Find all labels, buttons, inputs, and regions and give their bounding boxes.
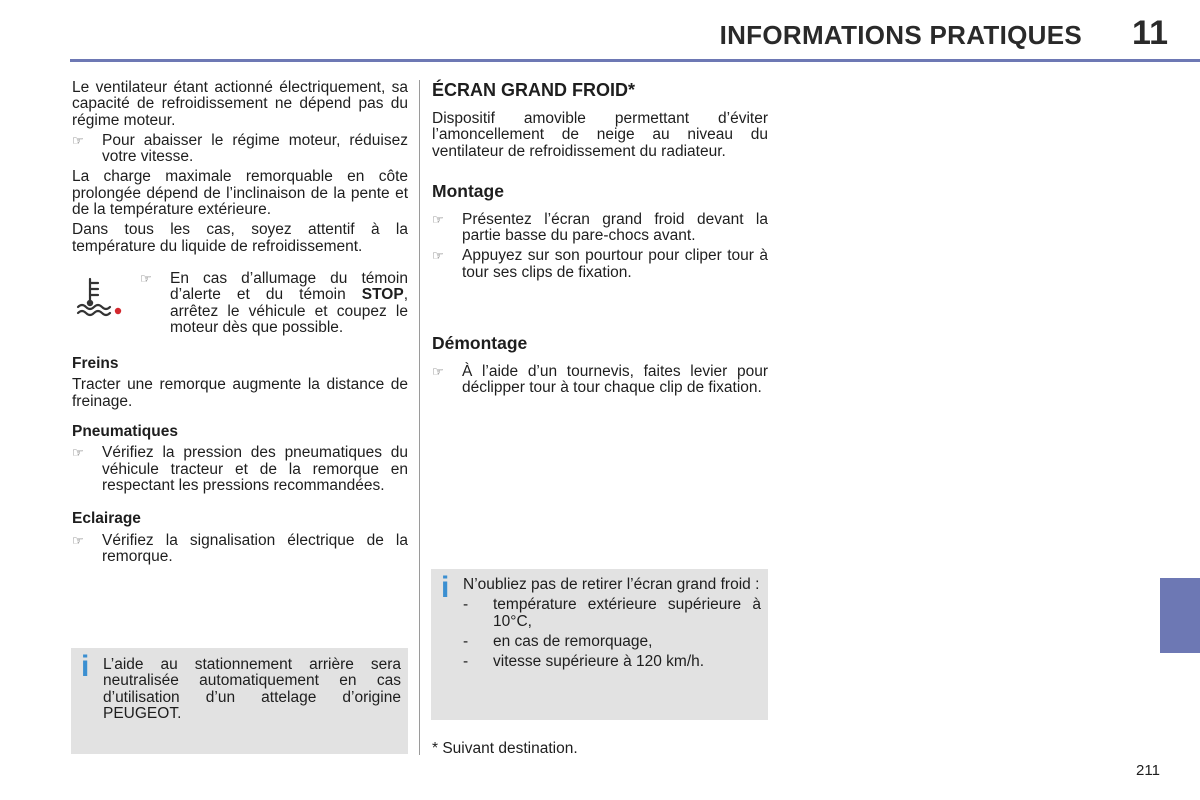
dash-marker: - xyxy=(463,653,469,671)
pointing-hand-icon: ☞ xyxy=(432,364,444,380)
bullet-text: Vérifiez la signalisation électrique de la remorque. xyxy=(102,531,408,565)
info-list-item xyxy=(463,634,761,650)
bullet-text: Appuyez sur son pourtour pour cliper tour à tour ses clips de fixation. xyxy=(462,247,768,281)
subheading-eclairage: Eclairage xyxy=(72,510,141,528)
info-icon: i xyxy=(441,571,450,604)
warning-text-suffix: , arrêtez le véhicule et coupez le moteur dès que possible. xyxy=(170,286,408,336)
section-title: ÉCRAN GRAND FROID* xyxy=(432,80,636,100)
info-text: L’aide au stationnement arrière sera neutralisée automatiquement en cas d’utilisation d’un attelage d’origine PEUGEOT. xyxy=(103,656,401,722)
info-item-text: température extérieure supérieure à 10°C, xyxy=(493,596,761,630)
paragraph-temperature: Dans tous les cas, soyez attentif à la température du liquide de refroidissement. xyxy=(72,221,408,255)
page-header-title: INFORMATIONS PRATIQUES xyxy=(719,20,1082,50)
right-column xyxy=(432,80,768,397)
bullet-item xyxy=(432,212,768,245)
pointing-hand-icon: ☞ xyxy=(432,248,444,264)
bullet-item xyxy=(72,533,408,566)
bullet-text: Vérifiez la pression des pneumatiques du véhicule tracteur et de la remorque en respectant les pressions recommandées. xyxy=(102,444,408,494)
bullet-item xyxy=(432,364,768,397)
subheading-montage: Montage xyxy=(432,180,504,201)
subheading-demontage: Démontage xyxy=(432,333,528,354)
pointing-hand-icon: ☞ xyxy=(432,211,444,227)
warning-text-bold: STOP xyxy=(361,286,404,304)
bullet-text: À l’aide d’un tournevis, faites levier pour déclipper tour à tour chaque clip de fixation. xyxy=(462,363,768,397)
info-content xyxy=(463,577,761,670)
info-icon: i xyxy=(81,650,90,683)
left-column xyxy=(72,80,408,565)
bullet-item xyxy=(432,248,768,281)
info-item-text: vitesse supérieure à 120 km/h. xyxy=(493,653,705,671)
info-item-text: en cas de remorquage, xyxy=(493,632,653,650)
pointing-hand-icon: ☞ xyxy=(72,445,84,461)
pointing-hand-icon: ☞ xyxy=(72,532,84,548)
warning-bullet xyxy=(140,271,408,336)
chapter-number: 11 xyxy=(1132,14,1168,52)
subheading-pneumatiques: Pneumatiques xyxy=(72,423,178,441)
bullet-text: Présentez l’écran grand froid devant la partie basse du pare-chocs avant. xyxy=(462,210,768,245)
subheading-freins: Freins xyxy=(72,355,119,373)
page-number: 211 xyxy=(1136,762,1160,779)
paragraph-charge: La charge maximale remorquable en côte prolongée dépend de l’inclinaison de la pente et de la température extérieure. xyxy=(72,168,408,219)
paragraph-freins: Tracter une remorque augmente la distance de freinage. xyxy=(72,376,408,410)
info-intro: N’oubliez pas de retirer l’écran grand froid : xyxy=(463,576,760,593)
warning-text xyxy=(170,271,408,336)
info-list-item xyxy=(463,597,761,630)
dash-marker: - xyxy=(463,632,469,650)
bullet-item xyxy=(72,445,408,494)
warning-text-prefix: En cas d’allumage du témoin d’alerte et du témoin xyxy=(170,269,408,304)
bullet-item xyxy=(72,133,408,166)
warning-block xyxy=(72,271,408,336)
column-separator xyxy=(419,80,420,755)
dash-marker: - xyxy=(463,596,469,614)
info-box-ecran xyxy=(431,569,768,720)
paragraph-intro: Dispositif amovible permettant d’éviter l’amoncellement de neige au niveau du ventilateur de refroidissement du radiateur. xyxy=(432,110,768,160)
bullet-text: Pour abaisser le régime moteur, réduisez votre vitesse. xyxy=(102,131,408,166)
pointing-hand-icon: ☞ xyxy=(72,132,84,148)
info-box-stationnement xyxy=(71,648,408,754)
pointing-hand-icon: ☞ xyxy=(140,270,152,286)
header-rule xyxy=(70,59,1200,62)
footnote: * Suivant destination. xyxy=(432,740,578,757)
chapter-tab-marker xyxy=(1160,578,1200,653)
info-list-item xyxy=(463,654,761,670)
paragraph-ventilateur: Le ventilateur étant actionné électriquement, sa capacité de refroidissement ne dépend pas du régime moteur. xyxy=(72,79,408,129)
coolant-temperature-warning-icon xyxy=(72,271,140,336)
